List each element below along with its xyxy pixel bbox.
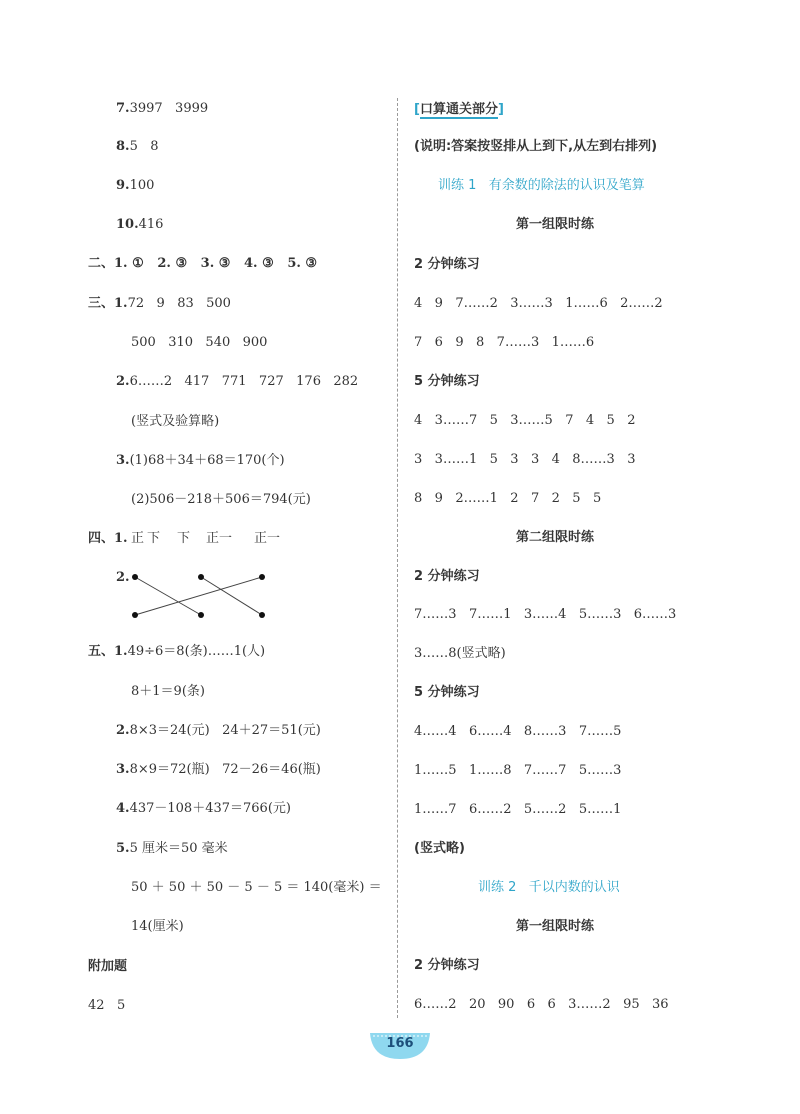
section-4-answer-1 — [88, 530, 128, 548]
section-5-answer-1 — [88, 643, 265, 661]
matching-lines-diagram — [128, 570, 268, 620]
answer-text: 49÷6＝8(条)……1(人) — [127, 644, 266, 659]
answer-text: 437－108＋437＝766(元) — [129, 801, 291, 816]
match-dot — [132, 574, 138, 580]
group-3-2min-label: 2 分钟练习 — [414, 958, 480, 973]
page-number: 166 — [386, 1036, 414, 1051]
oral-calc-header — [414, 98, 504, 117]
section-3-answer-3b: (2)506－218＋506＝794(元) — [131, 492, 311, 507]
section-3-answer-1 — [88, 295, 231, 313]
match-dot — [259, 574, 265, 580]
group-2-5min-row-1: 4……4 6……4 8……3 7……5 — [414, 724, 622, 739]
section-5-answer-5c: 14(厘米) — [131, 919, 184, 934]
bonus-answer: 42 5 — [88, 998, 126, 1013]
answer-text: 1. ① 2. ③ 3. ③ 4. ③ 5. ③ — [114, 256, 318, 271]
match-line — [135, 577, 201, 615]
group-1-5min-row-1: 4 3……7 5 3……5 7 4 5 2 — [414, 413, 636, 428]
match-line — [135, 577, 262, 615]
training-1-title: 训练 1 有余数的除法的认识及笔算 — [438, 178, 645, 193]
group-1-5min-row-2: 3 3……1 5 3 3 4 8……3 3 — [414, 452, 636, 467]
item-number: 8. — [116, 139, 130, 154]
answer-10 — [116, 216, 163, 234]
group-2-note: (竖式略) — [414, 841, 465, 856]
section-label: 五、 — [88, 644, 115, 659]
answer-7 — [116, 100, 208, 118]
column-divider — [397, 98, 398, 1018]
section-5-answer-1b: 8＋1＝9(条) — [131, 684, 205, 699]
bracket-open: [ — [414, 102, 420, 117]
answer-text: (1)68＋34＋68＝170(个) — [129, 453, 285, 468]
answer-9 — [116, 177, 154, 195]
tally-mark-2: 下 — [147, 531, 161, 546]
group-1-5min-label: 5 分钟练习 — [414, 374, 480, 389]
group-2-2min-row-1: 7……3 7……1 3……4 5……3 6……3 — [414, 607, 677, 622]
section-label: 二、 — [88, 256, 115, 271]
section-5-answer-3 — [116, 761, 321, 779]
group-1-2min-row-2: 7 6 9 8 7……3 1……6 — [414, 335, 595, 350]
group-2-2min-row-2: 3……8(竖式略) — [414, 646, 506, 661]
group-2-5min-row-2: 1……5 1……8 7……7 5……3 — [414, 763, 622, 778]
item-number: 1. — [114, 531, 128, 546]
section-5-answer-5 — [116, 840, 228, 858]
group-2-5min-label: 5 分钟练习 — [414, 685, 480, 700]
group-1-2min-label: 2 分钟练习 — [414, 257, 480, 272]
group-3-title: 第一组限时练 — [516, 919, 595, 934]
section-2-answers — [88, 255, 317, 273]
section-5-answer-5b: 50 ＋ 50 ＋ 50 － 5 － 5 ＝ 140(毫米) ＝ — [131, 880, 382, 895]
answer-text: 8×3＝24(元) 24＋27＝51(元) — [129, 723, 321, 738]
header-title: 口算通关部分 — [419, 102, 498, 117]
answer-text: 8×9＝72(瓶) 72－26＝46(瓶) — [129, 762, 321, 777]
tally-mark-5: 正一 — [254, 531, 281, 546]
section-3-answer-2 — [116, 373, 358, 391]
match-line — [201, 577, 262, 615]
answer-text: 100 — [129, 178, 155, 193]
group-1-5min-row-3: 8 9 2……1 2 7 2 5 5 — [414, 491, 602, 506]
tally-mark-3: 下 — [177, 531, 191, 546]
group-2-title: 第二组限时练 — [516, 530, 595, 545]
item-number: 1. — [114, 296, 128, 311]
answer-text: 3997 3999 — [129, 101, 209, 116]
match-dot — [259, 612, 265, 618]
item-number: 9. — [116, 178, 130, 193]
group-2-5min-row-3: 1……7 6……2 5……2 5……1 — [414, 802, 622, 817]
answer-text: 5 8 — [129, 139, 159, 154]
training-2-title: 训练 2 千以内数的认识 — [478, 880, 620, 895]
item-number: 3. — [116, 453, 130, 468]
section-3-answer-3 — [116, 452, 285, 470]
answer-text: 416 — [138, 217, 164, 232]
section-5-answer-4 — [116, 800, 291, 818]
section-label: 四、 — [88, 531, 115, 546]
tally-mark-1: 正 — [131, 531, 145, 546]
item-number: 7. — [116, 101, 130, 116]
bonus-heading: 附加题 — [88, 959, 128, 974]
item-number: 2. — [116, 374, 130, 389]
match-dot — [198, 574, 204, 580]
item-number: 2. — [116, 723, 130, 738]
bracket-close: ] — [497, 102, 504, 117]
group-2-2min-label: 2 分钟练习 — [414, 569, 480, 584]
answer-text: 5 厘米＝50 毫米 — [129, 841, 228, 856]
group-1-title: 第一组限时练 — [516, 217, 595, 232]
group-1-2min-row-1: 4 9 7……2 3……3 1……6 2……2 — [414, 296, 663, 311]
item-number: 1. — [114, 644, 128, 659]
section-3-answer-2b: (竖式及验算略) — [131, 414, 220, 429]
match-dot — [198, 612, 204, 618]
group-3-2min-row-1: 6……2 20 90 6 6 3……2 95 36 — [414, 997, 669, 1012]
section-label: 三、 — [88, 296, 115, 311]
item-number: 3. — [116, 762, 130, 777]
match-dot — [132, 612, 138, 618]
item-number: 5. — [116, 841, 130, 856]
answer-text: 6……2 417 771 727 176 282 — [129, 374, 359, 389]
item-number: 2. — [116, 570, 130, 585]
answer-text: 72 9 83 500 — [127, 296, 231, 311]
answer-8 — [116, 138, 159, 156]
instruction-note: (说明:答案按竖排从上到下,从左到右排列) — [414, 139, 658, 154]
item-number: 10. — [116, 217, 139, 232]
section-3-answer-1b: 500 310 540 900 — [131, 335, 268, 350]
tally-mark-4: 正一 — [206, 531, 233, 546]
item-number: 4. — [116, 801, 130, 816]
section-5-answer-2 — [116, 722, 321, 740]
